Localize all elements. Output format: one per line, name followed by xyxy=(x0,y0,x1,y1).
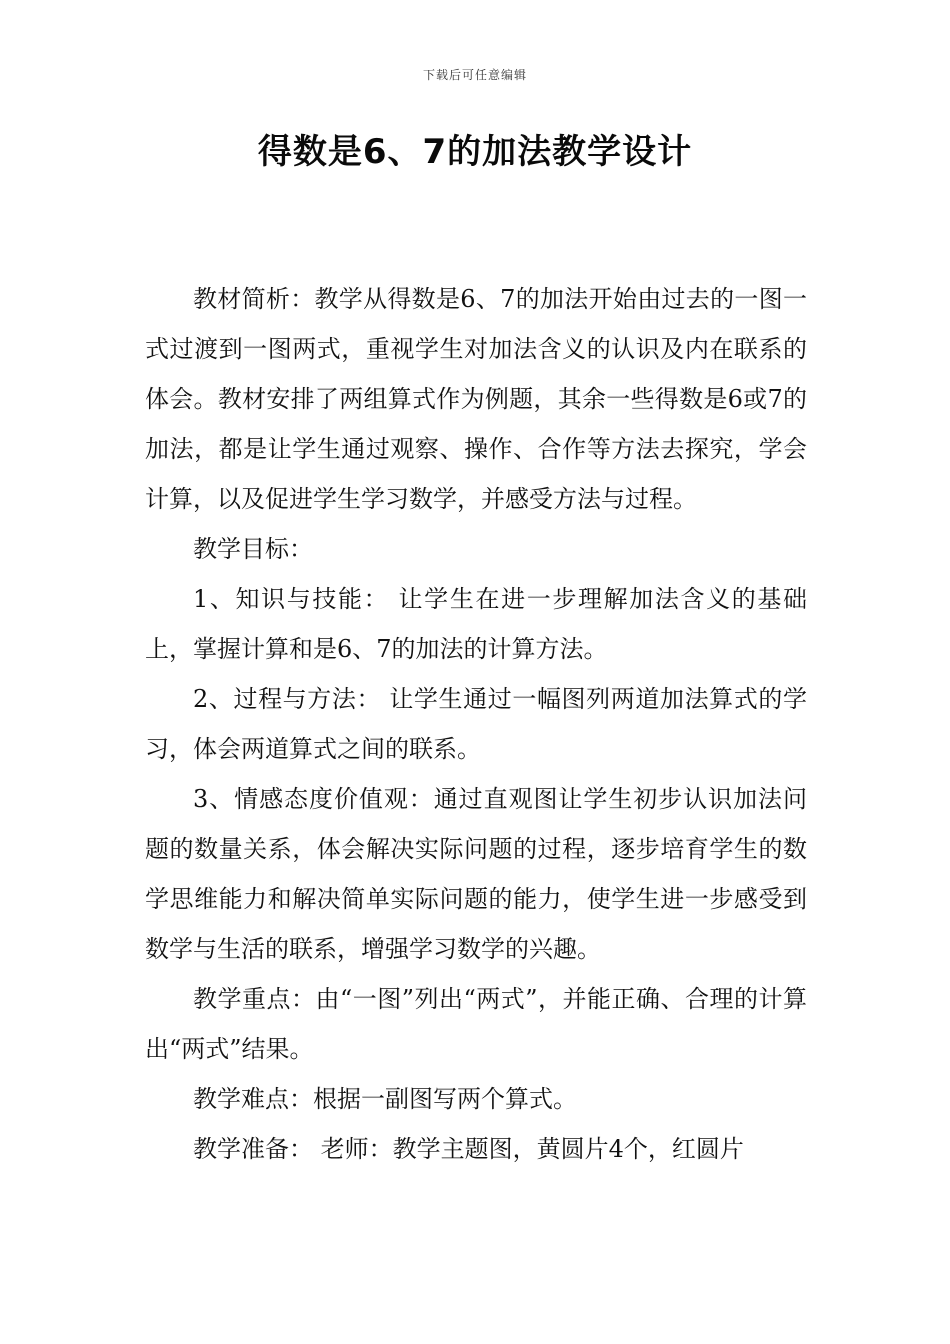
paragraph-goal-emotion-values: 3、情感态度价值观：通过直观图让学生初步认识加法问题的数量关系，体会解决实际问题的过程，逐步培育学生的数学思维能力和解决简单实际问题的能力，使学生进一步感受到数学与生活的联系，增强学习数学的兴趣。 xyxy=(145,785,807,963)
paragraph-teaching-preparation: 教学准备： 老师：教学主题图，黄圆片4个，红圆片 xyxy=(193,1135,744,1163)
document-body xyxy=(145,274,807,1174)
paragraph-teaching-difficulty: 教学难点：根据一副图写两个算式。 xyxy=(193,1085,577,1113)
document-title: 得数是6、7的加法教学设计 xyxy=(257,132,693,172)
paragraph-material-analysis: 教材简析：教学从得数是6、7的加法开始由过去的一图一式过渡到一图两式，重视学生对加法含义的认识及内在联系的体会。教材安排了两组算式作为例题，其余一些得数是6或7的加法，都是让学生通过观察、操作、合作等方法去探究，学会计算，以及促进学生学习数学，并感受方法与过程。 xyxy=(145,285,807,513)
header-note: 下载后可任意编辑 xyxy=(422,68,527,82)
paragraph-teaching-focus: 教学重点：由“一图”列出“两式”，并能正确、合理的计算出“两式”结果。 xyxy=(145,985,807,1063)
paragraph-goal-process-method: 2、过程与方法： 让学生通过一幅图列两道加法算式的学习，体会两道算式之间的联系。 xyxy=(145,685,807,763)
paragraph-teaching-goals-heading: 教学目标： xyxy=(193,535,313,563)
paragraph-goal-knowledge-skills: 1、知识与技能： 让学生在进一步理解加法含义的基础上，掌握计算和是6、7的加法的计算方法。 xyxy=(145,585,807,663)
